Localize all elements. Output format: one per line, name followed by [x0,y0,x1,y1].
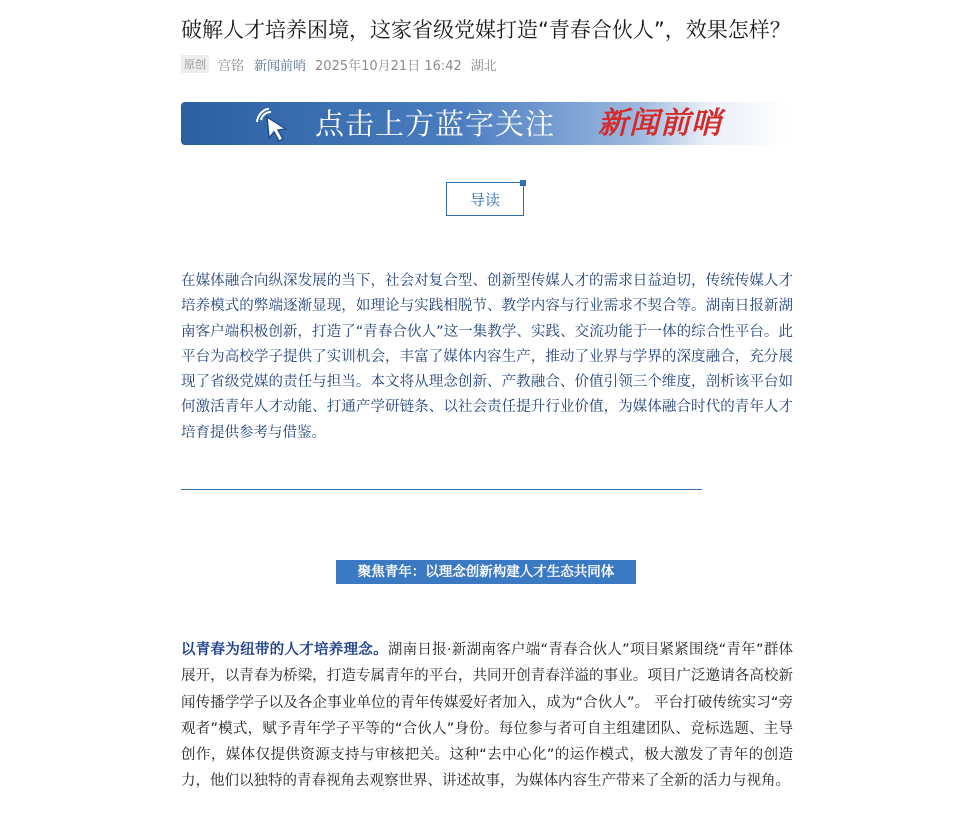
intro-label: 导读 [469,190,500,209]
follow-banner-text: 点击上方蓝字关注 [315,107,556,141]
follow-banner[interactable] [181,102,791,145]
article-meta [181,55,497,73]
account-link[interactable]: 新闻前哨 [254,58,307,74]
article-title: 破解人才培养困境，这家省级党媒打造“青春合伙人”，效果怎样？ [181,18,791,42]
publish-location: 湖北 [470,58,497,74]
original-badge: 原创 [181,55,209,73]
body-paragraph [181,637,793,795]
publish-time: 2025年10月21日 16:42 [315,58,462,74]
intro-paragraph: 在媒体融合向纵深发展的当下，社会对复合型、创新型传媒人才的需求日益迫切，传统传媒人才培养模式的弊端逐渐显现，如理论与实践相脱节、教学内容与行业需求不契合等。湖南日报新湖南客户端积极创新，打造了“青春合伙人”这一集教学、实践、交流功能于一体的综合性平台。此平台为高校学子提供了实训机会，丰富了媒体内容生产，推动了业界与学界的深度融合，充分展现了省级党媒的责任与担当。本文将从理念创新、产教融合、价值引领三个维度，剖析该平台如何激活青年人才动能、打通产学研链条、以社会责任提升行业价值，为媒体融合时代的青年人才培育提供参考与借鉴。 [181,273,793,441]
brand-logo-text: 新闻前哨 [598,106,722,141]
section-divider [181,489,702,490]
cursor-click-icon [255,108,299,144]
corner-square-icon [520,180,526,186]
section-heading: 聚焦青年：以理念创新构建人才生态共同体 [336,560,636,584]
author-name: 宫铭 [218,58,245,74]
body-lead: 以青春为纽带的人才培养理念。 [181,642,388,658]
body-text: 湖南日报·新湖南客户端“青春合伙人”项目紧紧围绕“青年”群体展开，以青春为桥梁，打造专属青年的平台，共同开创青春洋溢的事业。项目广泛邀请各高校新闻传播学学子以及各企事业单位的青年传媒爱好者加入，成为“合伙人”。 平台打破传统实习“旁观者”模式，赋予青年学子平等的“合伙人”身份。每位参与者可自主组建团队、竞标选题、主导创作，媒体仅提供资源支持与审核把关。这种“去中心化”的运作模式，极大激发了青年的创造力，他们以独特的青春视角去观察世界、讲述故事，为媒体内容生产带来了全新的活力与视角。 [181,642,794,790]
intro-label-box [446,182,524,216]
